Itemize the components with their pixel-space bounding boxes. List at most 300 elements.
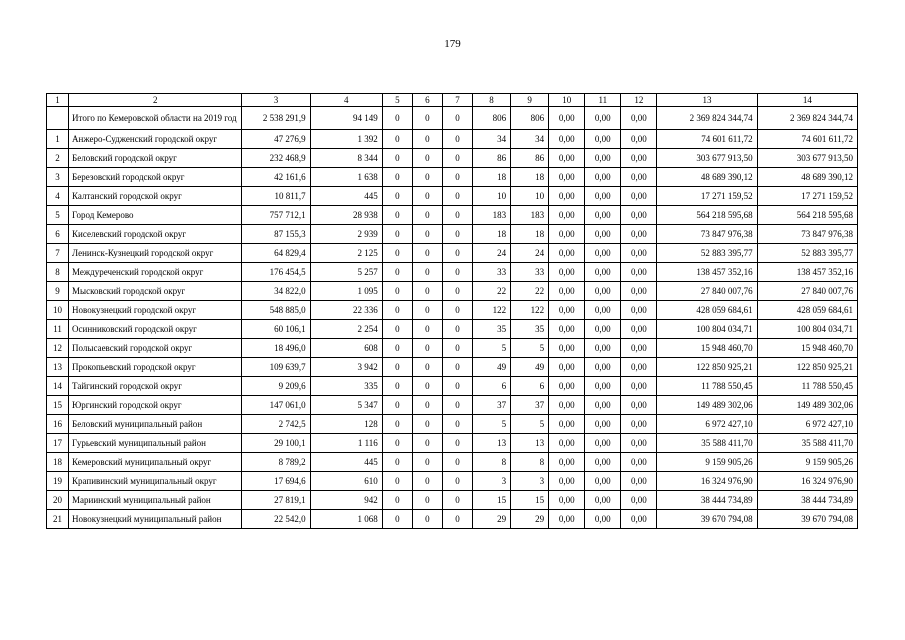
cell-col11: 0,00 bbox=[585, 434, 621, 453]
cell-col4: 610 bbox=[310, 472, 382, 491]
cell-col3: 18 496,0 bbox=[242, 339, 310, 358]
table-row bbox=[47, 377, 858, 396]
cell-col12: 0,00 bbox=[621, 225, 657, 244]
cell-col11: 0,00 bbox=[585, 225, 621, 244]
table-row bbox=[47, 206, 858, 225]
cell-col8: 13 bbox=[472, 434, 510, 453]
cell-col10: 0,00 bbox=[549, 130, 585, 149]
cell-col13: 149 489 302,06 bbox=[657, 396, 757, 415]
cell-col4: 1 116 bbox=[310, 434, 382, 453]
cell-col5: 0 bbox=[382, 244, 412, 263]
cell-col13: 39 670 794,08 bbox=[657, 510, 757, 529]
cell-col14: 27 840 007,76 bbox=[757, 282, 857, 301]
cell-col4: 2 254 bbox=[310, 320, 382, 339]
cell-col8: 6 bbox=[472, 377, 510, 396]
cell-col7: 0 bbox=[442, 282, 472, 301]
cell-col10: 0,00 bbox=[549, 107, 585, 130]
cell-col7: 0 bbox=[442, 301, 472, 320]
cell-col9: 183 bbox=[511, 206, 549, 225]
row-number: 11 bbox=[47, 320, 69, 339]
table-row bbox=[47, 396, 858, 415]
cell-col3: 757 712,1 bbox=[242, 206, 310, 225]
cell-col10: 0,00 bbox=[549, 263, 585, 282]
row-number: 15 bbox=[47, 396, 69, 415]
cell-col9: 86 bbox=[511, 149, 549, 168]
row-number: 20 bbox=[47, 491, 69, 510]
cell-col8: 8 bbox=[472, 453, 510, 472]
cell-col6: 0 bbox=[412, 225, 442, 244]
row-number: 5 bbox=[47, 206, 69, 225]
cell-col12: 0,00 bbox=[621, 377, 657, 396]
cell-col9: 29 bbox=[511, 510, 549, 529]
row-name: Ленинск-Кузнецкий городской округ bbox=[69, 244, 242, 263]
cell-col9: 8 bbox=[511, 453, 549, 472]
row-name: Осинниковский городской округ bbox=[69, 320, 242, 339]
cell-col4: 1 392 bbox=[310, 130, 382, 149]
cell-col14: 11 788 550,45 bbox=[757, 377, 857, 396]
cell-col6: 0 bbox=[412, 282, 442, 301]
header-cell: 11 bbox=[585, 94, 621, 107]
cell-col3: 42 161,6 bbox=[242, 168, 310, 187]
cell-col8: 183 bbox=[472, 206, 510, 225]
cell-col7: 0 bbox=[442, 206, 472, 225]
cell-col11: 0,00 bbox=[585, 491, 621, 510]
cell-col12: 0,00 bbox=[621, 510, 657, 529]
cell-col8: 806 bbox=[472, 107, 510, 130]
cell-col5: 0 bbox=[382, 107, 412, 130]
cell-col11: 0,00 bbox=[585, 358, 621, 377]
cell-col8: 5 bbox=[472, 339, 510, 358]
row-number: 8 bbox=[47, 263, 69, 282]
cell-col6: 0 bbox=[412, 339, 442, 358]
table-row bbox=[47, 339, 858, 358]
cell-col3: 9 209,6 bbox=[242, 377, 310, 396]
cell-col6: 0 bbox=[412, 107, 442, 130]
row-name: Калтанский городской округ bbox=[69, 187, 242, 206]
row-name: Анжеро-Судженский городской округ bbox=[69, 130, 242, 149]
cell-col6: 0 bbox=[412, 149, 442, 168]
cell-col9: 13 bbox=[511, 434, 549, 453]
row-number: 9 bbox=[47, 282, 69, 301]
cell-col4: 1 638 bbox=[310, 168, 382, 187]
table-row bbox=[47, 282, 858, 301]
cell-col6: 0 bbox=[412, 377, 442, 396]
cell-col13: 73 847 976,38 bbox=[657, 225, 757, 244]
cell-col11: 0,00 bbox=[585, 320, 621, 339]
cell-col12: 0,00 bbox=[621, 244, 657, 263]
cell-col13: 15 948 460,70 bbox=[657, 339, 757, 358]
cell-col11: 0,00 bbox=[585, 510, 621, 529]
header-cell: 10 bbox=[549, 94, 585, 107]
cell-col8: 10 bbox=[472, 187, 510, 206]
cell-col7: 0 bbox=[442, 472, 472, 491]
cell-col7: 0 bbox=[442, 168, 472, 187]
row-name: Беловский муниципальный район bbox=[69, 415, 242, 434]
cell-col5: 0 bbox=[382, 472, 412, 491]
table-row bbox=[47, 491, 858, 510]
cell-col13: 74 601 611,72 bbox=[657, 130, 757, 149]
cell-col9: 5 bbox=[511, 339, 549, 358]
cell-col3: 64 829,4 bbox=[242, 244, 310, 263]
cell-col14: 73 847 976,38 bbox=[757, 225, 857, 244]
cell-col11: 0,00 bbox=[585, 301, 621, 320]
cell-col4: 942 bbox=[310, 491, 382, 510]
cell-col9: 806 bbox=[511, 107, 549, 130]
cell-col12: 0,00 bbox=[621, 187, 657, 206]
cell-col14: 138 457 352,16 bbox=[757, 263, 857, 282]
cell-col14: 39 670 794,08 bbox=[757, 510, 857, 529]
table-row bbox=[47, 225, 858, 244]
row-name: Гурьевский муниципальный район bbox=[69, 434, 242, 453]
header-row bbox=[47, 94, 858, 107]
cell-col8: 35 bbox=[472, 320, 510, 339]
cell-col3: 87 155,3 bbox=[242, 225, 310, 244]
row-name: Новокузнецкий муниципальный район bbox=[69, 510, 242, 529]
header-cell: 12 bbox=[621, 94, 657, 107]
cell-col9: 15 bbox=[511, 491, 549, 510]
cell-col14: 2 369 824 344,74 bbox=[757, 107, 857, 130]
cell-col6: 0 bbox=[412, 187, 442, 206]
cell-col12: 0,00 bbox=[621, 434, 657, 453]
header-cell: 7 bbox=[442, 94, 472, 107]
row-number: 12 bbox=[47, 339, 69, 358]
cell-col14: 303 677 913,50 bbox=[757, 149, 857, 168]
cell-col5: 0 bbox=[382, 434, 412, 453]
cell-col9: 122 bbox=[511, 301, 549, 320]
cell-col14: 52 883 395,77 bbox=[757, 244, 857, 263]
cell-col6: 0 bbox=[412, 130, 442, 149]
row-number: 16 bbox=[47, 415, 69, 434]
row-name: Мысковский городской округ bbox=[69, 282, 242, 301]
row-name: Кемеровский муниципальный округ bbox=[69, 453, 242, 472]
cell-col5: 0 bbox=[382, 130, 412, 149]
row-name: Березовский городской округ bbox=[69, 168, 242, 187]
header-cell: 5 bbox=[382, 94, 412, 107]
cell-col8: 15 bbox=[472, 491, 510, 510]
cell-col5: 0 bbox=[382, 301, 412, 320]
cell-col11: 0,00 bbox=[585, 396, 621, 415]
header-cell: 8 bbox=[472, 94, 510, 107]
cell-col3: 147 061,0 bbox=[242, 396, 310, 415]
cell-col12: 0,00 bbox=[621, 301, 657, 320]
cell-col8: 22 bbox=[472, 282, 510, 301]
cell-col4: 3 942 bbox=[310, 358, 382, 377]
cell-col6: 0 bbox=[412, 396, 442, 415]
cell-col13: 17 271 159,52 bbox=[657, 187, 757, 206]
cell-col5: 0 bbox=[382, 149, 412, 168]
row-name: Город Кемерово bbox=[69, 206, 242, 225]
header-cell: 2 bbox=[69, 94, 242, 107]
cell-col14: 16 324 976,90 bbox=[757, 472, 857, 491]
cell-col4: 94 149 bbox=[310, 107, 382, 130]
row-name: Тайгинский городской округ bbox=[69, 377, 242, 396]
header-cell: 6 bbox=[412, 94, 442, 107]
report-table bbox=[46, 93, 858, 529]
cell-col4: 28 938 bbox=[310, 206, 382, 225]
cell-col7: 0 bbox=[442, 491, 472, 510]
cell-col7: 0 bbox=[442, 320, 472, 339]
cell-col5: 0 bbox=[382, 206, 412, 225]
cell-col10: 0,00 bbox=[549, 206, 585, 225]
cell-col7: 0 bbox=[442, 187, 472, 206]
cell-col14: 74 601 611,72 bbox=[757, 130, 857, 149]
cell-col11: 0,00 bbox=[585, 187, 621, 206]
cell-col9: 33 bbox=[511, 263, 549, 282]
cell-col4: 445 bbox=[310, 187, 382, 206]
row-number: 1 bbox=[47, 130, 69, 149]
cell-col13: 27 840 007,76 bbox=[657, 282, 757, 301]
cell-col12: 0,00 bbox=[621, 453, 657, 472]
cell-col4: 335 bbox=[310, 377, 382, 396]
cell-col12: 0,00 bbox=[621, 339, 657, 358]
cell-col12: 0,00 bbox=[621, 320, 657, 339]
cell-col4: 128 bbox=[310, 415, 382, 434]
cell-col8: 18 bbox=[472, 225, 510, 244]
table-row bbox=[47, 472, 858, 491]
cell-col13: 100 804 034,71 bbox=[657, 320, 757, 339]
cell-col5: 0 bbox=[382, 510, 412, 529]
cell-col6: 0 bbox=[412, 244, 442, 263]
table-row bbox=[47, 263, 858, 282]
header-cell: 4 bbox=[310, 94, 382, 107]
cell-col13: 9 159 905,26 bbox=[657, 453, 757, 472]
cell-col3: 47 276,9 bbox=[242, 130, 310, 149]
cell-col9: 49 bbox=[511, 358, 549, 377]
table-row bbox=[47, 358, 858, 377]
cell-col11: 0,00 bbox=[585, 415, 621, 434]
cell-col5: 0 bbox=[382, 415, 412, 434]
cell-col3: 27 819,1 bbox=[242, 491, 310, 510]
table-body bbox=[47, 94, 858, 529]
row-number: 14 bbox=[47, 377, 69, 396]
cell-col7: 0 bbox=[442, 339, 472, 358]
cell-col14: 35 588 411,70 bbox=[757, 434, 857, 453]
cell-col4: 445 bbox=[310, 453, 382, 472]
cell-col4: 8 344 bbox=[310, 149, 382, 168]
cell-col5: 0 bbox=[382, 320, 412, 339]
cell-col13: 428 059 684,61 bbox=[657, 301, 757, 320]
row-name: Полысаевский городской округ bbox=[69, 339, 242, 358]
cell-col12: 0,00 bbox=[621, 358, 657, 377]
header-cell: 3 bbox=[242, 94, 310, 107]
cell-col7: 0 bbox=[442, 434, 472, 453]
row-number: 13 bbox=[47, 358, 69, 377]
cell-col10: 0,00 bbox=[549, 301, 585, 320]
cell-col7: 0 bbox=[442, 107, 472, 130]
cell-col8: 122 bbox=[472, 301, 510, 320]
cell-col10: 0,00 bbox=[549, 453, 585, 472]
cell-col3: 548 885,0 bbox=[242, 301, 310, 320]
cell-col14: 149 489 302,06 bbox=[757, 396, 857, 415]
cell-col12: 0,00 bbox=[621, 130, 657, 149]
cell-col9: 5 bbox=[511, 415, 549, 434]
cell-col5: 0 bbox=[382, 339, 412, 358]
cell-col10: 0,00 bbox=[549, 377, 585, 396]
cell-col7: 0 bbox=[442, 453, 472, 472]
cell-col8: 18 bbox=[472, 168, 510, 187]
cell-col3: 17 694,6 bbox=[242, 472, 310, 491]
cell-col12: 0,00 bbox=[621, 206, 657, 225]
cell-col10: 0,00 bbox=[549, 320, 585, 339]
cell-col3: 60 106,1 bbox=[242, 320, 310, 339]
cell-col13: 138 457 352,16 bbox=[657, 263, 757, 282]
cell-col11: 0,00 bbox=[585, 244, 621, 263]
cell-col13: 35 588 411,70 bbox=[657, 434, 757, 453]
cell-col9: 34 bbox=[511, 130, 549, 149]
header-cell: 13 bbox=[657, 94, 757, 107]
header-cell: 1 bbox=[47, 94, 69, 107]
row-number: 19 bbox=[47, 472, 69, 491]
cell-col4: 2 125 bbox=[310, 244, 382, 263]
table-row bbox=[47, 301, 858, 320]
table-row bbox=[47, 130, 858, 149]
cell-col10: 0,00 bbox=[549, 168, 585, 187]
cell-col7: 0 bbox=[442, 244, 472, 263]
cell-col3: 232 468,9 bbox=[242, 149, 310, 168]
cell-col3: 2 538 291,9 bbox=[242, 107, 310, 130]
cell-col13: 564 218 595,68 bbox=[657, 206, 757, 225]
cell-col7: 0 bbox=[442, 130, 472, 149]
cell-col8: 5 bbox=[472, 415, 510, 434]
cell-col3: 8 789,2 bbox=[242, 453, 310, 472]
cell-col5: 0 bbox=[382, 377, 412, 396]
cell-col7: 0 bbox=[442, 377, 472, 396]
cell-col8: 24 bbox=[472, 244, 510, 263]
cell-col8: 34 bbox=[472, 130, 510, 149]
cell-col9: 18 bbox=[511, 168, 549, 187]
cell-col7: 0 bbox=[442, 415, 472, 434]
total-row bbox=[47, 107, 858, 130]
cell-col12: 0,00 bbox=[621, 415, 657, 434]
cell-col9: 35 bbox=[511, 320, 549, 339]
cell-col13: 122 850 925,21 bbox=[657, 358, 757, 377]
cell-col10: 0,00 bbox=[549, 434, 585, 453]
table-row bbox=[47, 510, 858, 529]
row-number: 18 bbox=[47, 453, 69, 472]
cell-col7: 0 bbox=[442, 149, 472, 168]
cell-col8: 3 bbox=[472, 472, 510, 491]
table-row bbox=[47, 244, 858, 263]
cell-col3: 29 100,1 bbox=[242, 434, 310, 453]
cell-col4: 5 347 bbox=[310, 396, 382, 415]
row-name: Мариинский муниципальный район bbox=[69, 491, 242, 510]
row-number: 17 bbox=[47, 434, 69, 453]
row-number: 7 bbox=[47, 244, 69, 263]
cell-col12: 0,00 bbox=[621, 107, 657, 130]
cell-col4: 1 095 bbox=[310, 282, 382, 301]
cell-col4: 22 336 bbox=[310, 301, 382, 320]
cell-col14: 428 059 684,61 bbox=[757, 301, 857, 320]
cell-col14: 122 850 925,21 bbox=[757, 358, 857, 377]
cell-col13: 6 972 427,10 bbox=[657, 415, 757, 434]
cell-col5: 0 bbox=[382, 282, 412, 301]
cell-col13: 52 883 395,77 bbox=[657, 244, 757, 263]
cell-col10: 0,00 bbox=[549, 491, 585, 510]
row-number: 10 bbox=[47, 301, 69, 320]
cell-col5: 0 bbox=[382, 187, 412, 206]
cell-col8: 49 bbox=[472, 358, 510, 377]
cell-col5: 0 bbox=[382, 225, 412, 244]
cell-col12: 0,00 bbox=[621, 472, 657, 491]
table-row bbox=[47, 168, 858, 187]
table-row bbox=[47, 415, 858, 434]
cell-col11: 0,00 bbox=[585, 453, 621, 472]
cell-col4: 5 257 bbox=[310, 263, 382, 282]
cell-col10: 0,00 bbox=[549, 225, 585, 244]
table-row bbox=[47, 320, 858, 339]
cell-col9: 37 bbox=[511, 396, 549, 415]
cell-col10: 0,00 bbox=[549, 244, 585, 263]
cell-col10: 0,00 bbox=[549, 396, 585, 415]
cell-col3: 109 639,7 bbox=[242, 358, 310, 377]
cell-col10: 0,00 bbox=[549, 149, 585, 168]
cell-col3: 22 542,0 bbox=[242, 510, 310, 529]
cell-col7: 0 bbox=[442, 225, 472, 244]
cell-col7: 0 bbox=[442, 396, 472, 415]
cell-col11: 0,00 bbox=[585, 168, 621, 187]
cell-col6: 0 bbox=[412, 206, 442, 225]
cell-col11: 0,00 bbox=[585, 263, 621, 282]
cell-col13: 11 788 550,45 bbox=[657, 377, 757, 396]
cell-col13: 16 324 976,90 bbox=[657, 472, 757, 491]
cell-col4: 2 939 bbox=[310, 225, 382, 244]
cell-col8: 86 bbox=[472, 149, 510, 168]
cell-col5: 0 bbox=[382, 358, 412, 377]
cell-col7: 0 bbox=[442, 510, 472, 529]
cell-col12: 0,00 bbox=[621, 396, 657, 415]
table-row bbox=[47, 149, 858, 168]
cell-col3: 2 742,5 bbox=[242, 415, 310, 434]
cell-col13: 303 677 913,50 bbox=[657, 149, 757, 168]
cell-col9: 6 bbox=[511, 377, 549, 396]
cell-col11: 0,00 bbox=[585, 107, 621, 130]
row-name: Междуреченский городской округ bbox=[69, 263, 242, 282]
cell-col3: 10 811,7 bbox=[242, 187, 310, 206]
cell-col13: 38 444 734,89 bbox=[657, 491, 757, 510]
cell-col7: 0 bbox=[442, 358, 472, 377]
cell-col10: 0,00 bbox=[549, 415, 585, 434]
cell-col9: 24 bbox=[511, 244, 549, 263]
row-name: Итого по Кемеровской области на 2019 год bbox=[69, 107, 242, 130]
cell-col6: 0 bbox=[412, 472, 442, 491]
row-number bbox=[47, 107, 69, 130]
cell-col12: 0,00 bbox=[621, 168, 657, 187]
row-number: 2 bbox=[47, 149, 69, 168]
row-name: Юргинский городской округ bbox=[69, 396, 242, 415]
cell-col9: 18 bbox=[511, 225, 549, 244]
cell-col9: 3 bbox=[511, 472, 549, 491]
cell-col14: 38 444 734,89 bbox=[757, 491, 857, 510]
row-number: 21 bbox=[47, 510, 69, 529]
table-row bbox=[47, 453, 858, 472]
cell-col11: 0,00 bbox=[585, 130, 621, 149]
cell-col4: 608 bbox=[310, 339, 382, 358]
cell-col11: 0,00 bbox=[585, 282, 621, 301]
cell-col6: 0 bbox=[412, 491, 442, 510]
cell-col8: 33 bbox=[472, 263, 510, 282]
cell-col8: 29 bbox=[472, 510, 510, 529]
row-name: Крапивинский муниципальный округ bbox=[69, 472, 242, 491]
cell-col10: 0,00 bbox=[549, 472, 585, 491]
cell-col12: 0,00 bbox=[621, 263, 657, 282]
cell-col12: 0,00 bbox=[621, 149, 657, 168]
cell-col11: 0,00 bbox=[585, 377, 621, 396]
cell-col13: 48 689 390,12 bbox=[657, 168, 757, 187]
cell-col11: 0,00 bbox=[585, 339, 621, 358]
cell-col11: 0,00 bbox=[585, 472, 621, 491]
cell-col14: 48 689 390,12 bbox=[757, 168, 857, 187]
row-name: Беловский городской округ bbox=[69, 149, 242, 168]
